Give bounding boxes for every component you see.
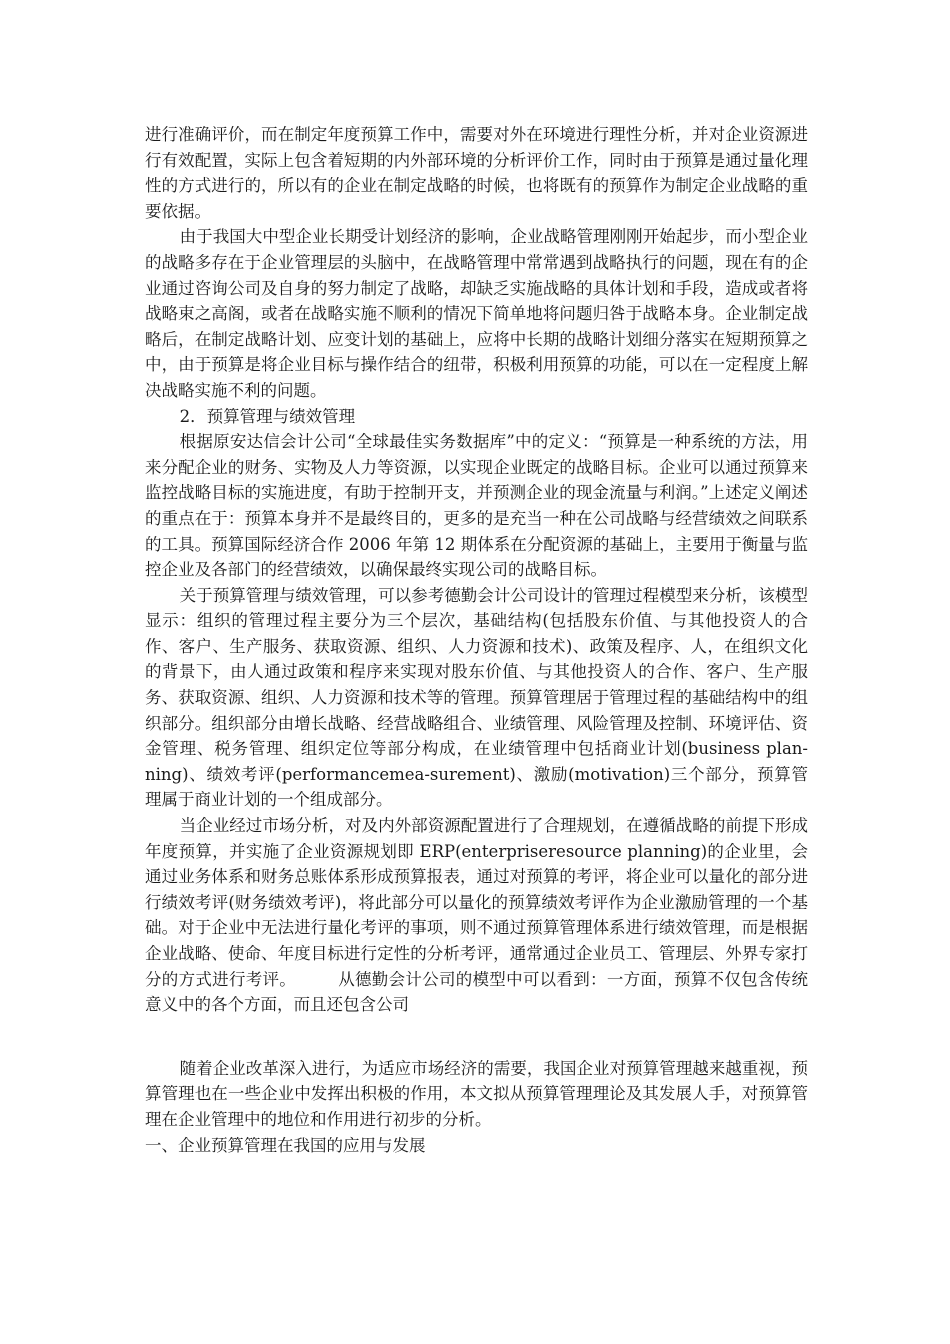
section-heading: 2．预算管理与绩效管理 (179, 406, 356, 426)
paragraph: 根据原安达信会计公司“全球最佳实务数据库”中的定义：“预算是一种系统的方法，用来分配企业的财务、实物及人力等资源，以实现企业既定的战略目标。企业可以通过预算来监控战略目标的实施进度，有助于控制开支，并预测企业的现金流量与利润。”上述定义阐述的重点在于：预算本身并不是最终目的，更多的是充当一种在公司战略与经营绩效之间联系的工具。预算国际经济合作 2006 年第 12 期体系在分配资源的基础上，主要用于衡量与监控企业及各部门的经营绩效，以确保最终实现公司的战略目标。 (145, 432, 808, 580)
document-body (145, 122, 808, 1158)
paragraph: 当企业经过市场分析，对及内外部资源配置进行了合理规划，在遵循战略的前提下形成年度预算，并实施了企业资源规划即 ERP(enterpriseresource planning)的企业里，会通过业务体系和财务总账体系形成预算报表，通过对预算的考评，将企业可以量化的部分进行绩效考评(财务绩效考评)，将此部分可以量化的预算绩效考评作为企业激励管理的一个基础。对于企业中无法进行量化考评的事项，则不通过预算管理体系进行绩效管理，而是根据企业战略、使命、年度目标进行定性的分析考评，通常通过企业员工、管理层、外界专家打分的方式进行考评。 从德勤会计公司的模型中可以看到：一方面，预算不仅包含传统意义中的各个方面，而且还包含公司 (145, 816, 808, 1015)
paragraph: 由于我国大中型企业长期受计划经济的影响，企业战略管理刚刚开始起步，而小型企业的战略多存在于企业管理层的头脑中，在战略管理中常常遇到战略执行的问题，现在有的企业通过咨询公司及自身的努力制定了战略，却缺乏实施战略的具体计划和手段，造成或者将战略束之高阁，或者在战略实施不顺利的情况下简单地将问题归咎于战略本身。企业制定战略后，在制定战略计划、应变计划的基础上，应将中长期的战略计划细分落实在短期预算之中，由于预算是将企业目标与操作结合的纽带，积极利用预算的功能，可以在一定程度上解决战略实施不利的问题。 (145, 227, 808, 400)
paragraph: 关于预算管理与绩效管理，可以参考德勤会计公司设计的管理过程模型来分析，该模型显示：组织的管理过程主要分为三个层次，基础结构(包括股东价值、与其他投资人的合作、客户、生产服务、获取资源、组织、人力资源和技术)、政策及程序、人，在组织文化的背景下，由人通过政策和程序来实现对股东价值、与其他投资人的合作、客户、生产服务、获取资源、组织、人力资源和技术等的管理。预算管理居于管理过程的基础结构中的组织部分。组织部分由增长战略、经营战略组合、业绩管理、风险管理及控制、环境评估、资金管理、税务管理、组织定位等部分构成，在业绩管理中包括商业计划(business plan-ning)、绩效考评(performancemea-surement)、激励(motivation)三个部分，预算管理属于商业计划的一个组成部分。 (145, 585, 808, 810)
section-heading: 一、企业预算管理在我国的应用与发展 (145, 1135, 426, 1155)
paragraph-gap (145, 1018, 808, 1056)
paragraph: 进行准确评价，而在制定年度预算工作中，需要对外在环境进行理性分析，并对企业资源进行有效配置，实际上包含着短期的内外部环境的分析评价工作，同时由于预算是通过量化理性的方式进行的，所以有的企业在制定战略的时候，也将既有的预算作为制定企业战略的重要依据。 (145, 125, 808, 221)
paragraph: 随着企业改革深入进行，为适应市场经济的需要，我国企业对预算管理越来越重视，预算管理也在一些企业中发挥出积极的作用，本文拟从预算管理理论及其发展人手，对预算管理在企业管理中的地位和作用进行初步的分析。 (145, 1058, 808, 1129)
